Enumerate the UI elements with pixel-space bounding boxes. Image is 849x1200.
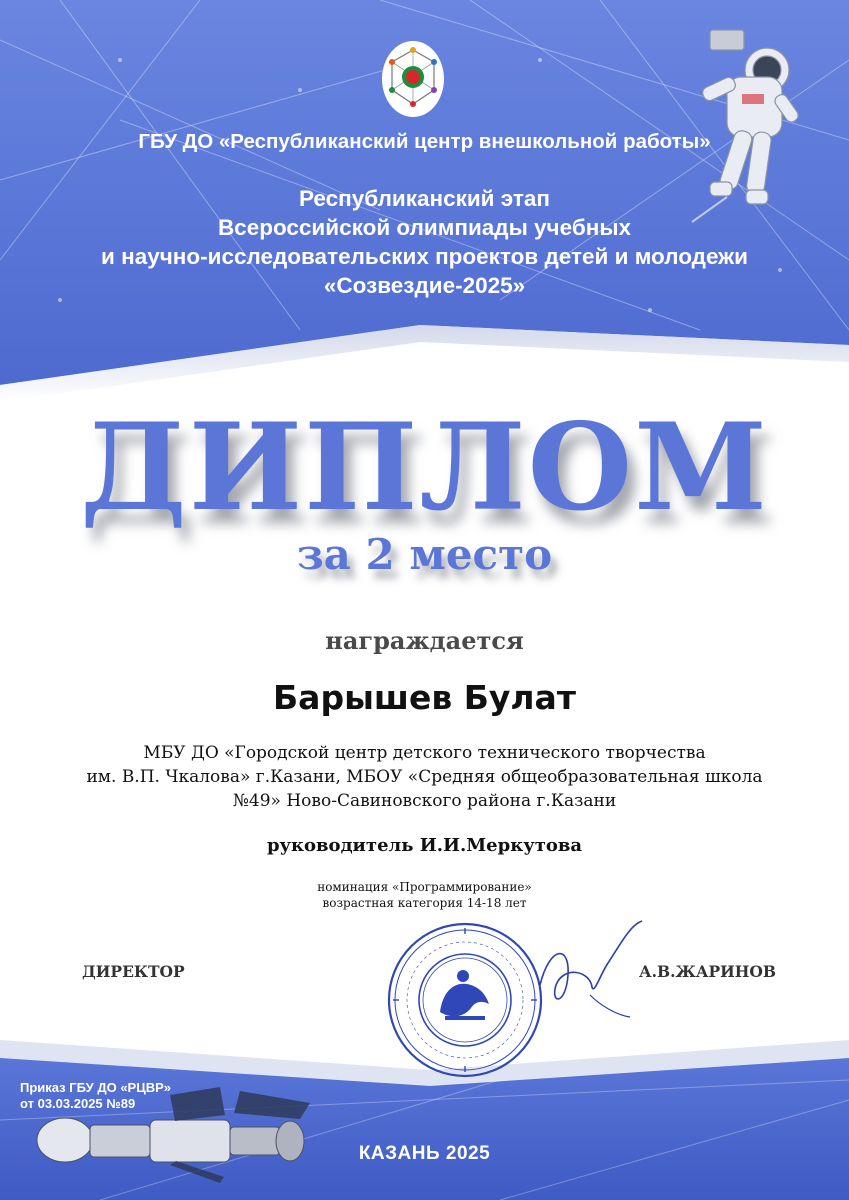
director-name: А.В.ЖАРИНОВ	[639, 962, 777, 981]
director-label: ДИРЕКТОР	[82, 962, 185, 981]
order-line-1: Приказ ГБУ ДО «РЦВР»	[20, 1080, 172, 1095]
nomination-line: номинация «Программирование»	[317, 880, 532, 894]
recipient-name: Барышев Булат	[273, 678, 576, 717]
order-line-2: от 03.03.2025 №89	[20, 1096, 136, 1111]
event-line-3: и научно-исследовательских проектов детей и молодежи	[101, 244, 748, 269]
diploma-title: ДИПЛОМ	[80, 397, 769, 538]
city-year: КАЗАНЬ 2025	[358, 1143, 491, 1164]
place-subtitle: за 2 место	[296, 530, 553, 579]
olympiad-emblem-icon	[381, 40, 445, 118]
event-line-1: Республиканский этап	[298, 186, 551, 211]
event-line-2: Всероссийской олимпиады учебных	[217, 215, 632, 240]
supervisor-line: руководитель И.И.Меркутова	[266, 835, 583, 856]
institution-line-1: МБУ ДО «Городской центр детского технического творчества	[143, 743, 706, 763]
institution-line-3: №49» Ново-Савиновского района г.Казани	[232, 791, 617, 811]
organization-header: ГБУ ДО «Республиканский центр внешкольной работы»	[138, 130, 711, 153]
event-line-4: «Созвездие-2025»	[323, 273, 526, 298]
institution-line-2: им. В.П. Чкалова» г.Казани, МБОУ «Средняя общеобразовательная школа	[86, 767, 763, 787]
age-category-line: возрастная категория 14-18 лет	[322, 896, 527, 910]
official-seal-icon	[385, 920, 545, 1080]
awarded-label: награждается	[325, 626, 524, 655]
